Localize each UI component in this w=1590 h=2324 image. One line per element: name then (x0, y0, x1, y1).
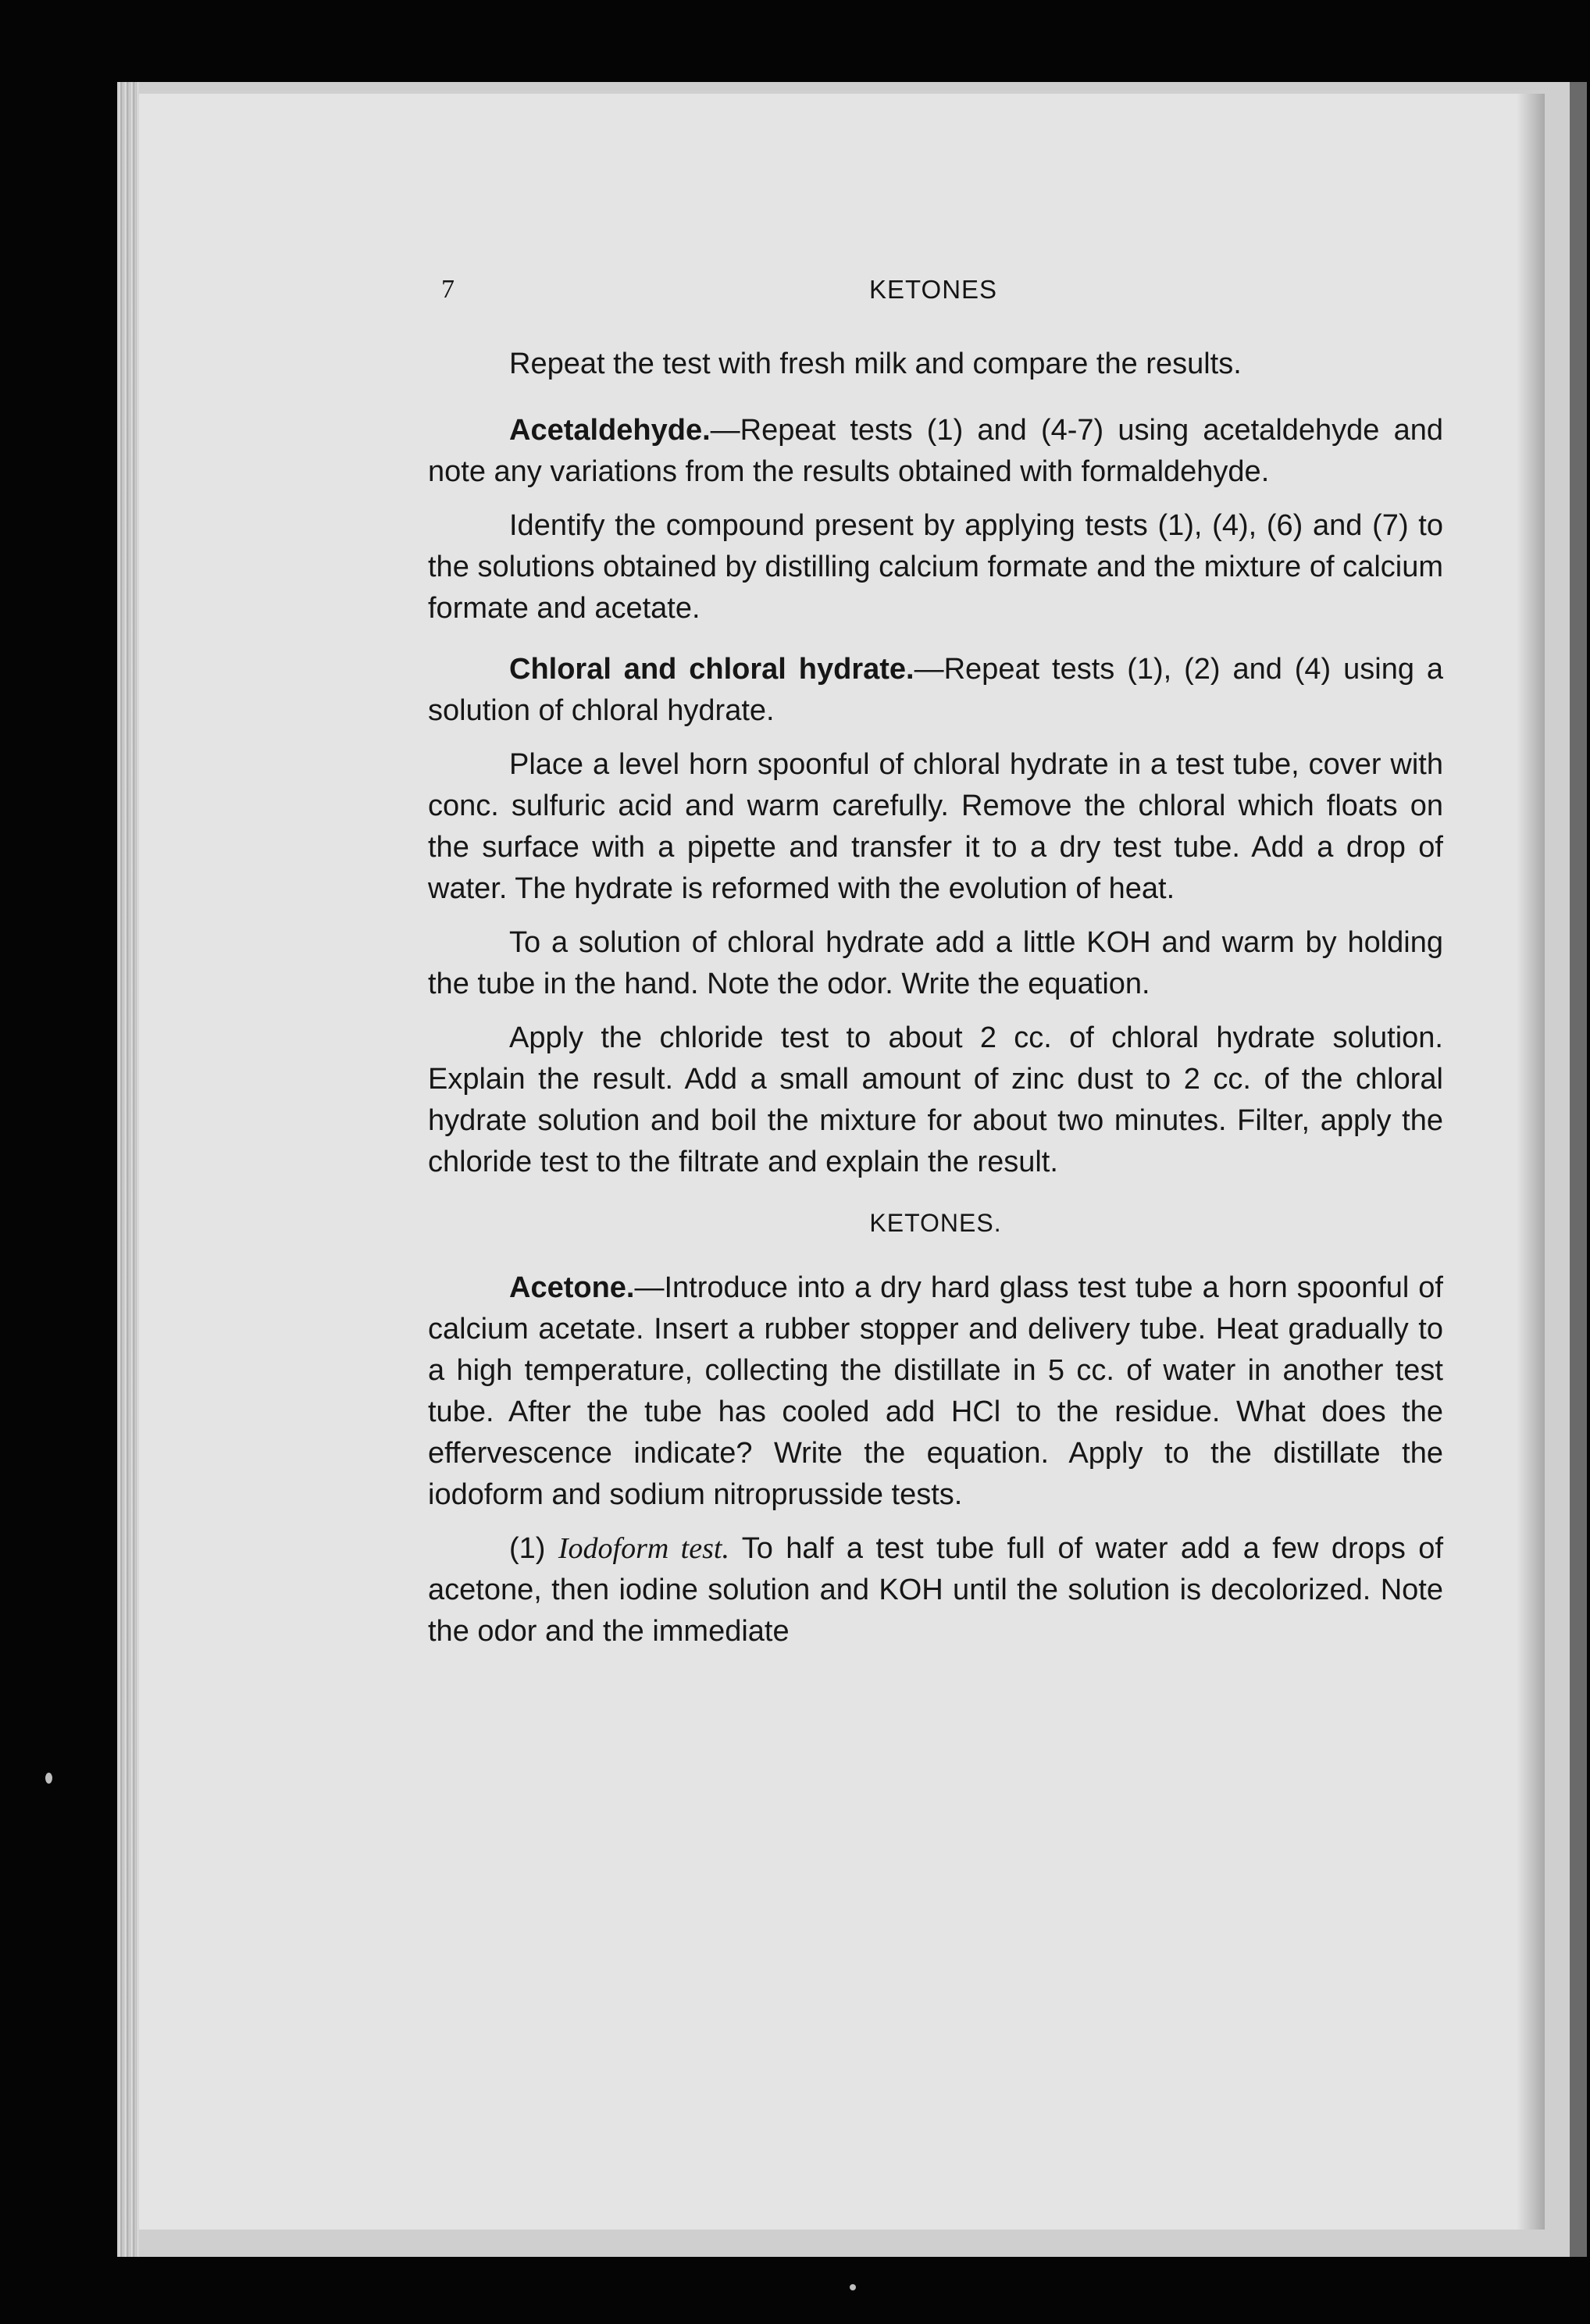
paragraph-run-in-heading: Acetaldehyde. (509, 414, 711, 447)
paragraph-text: Repeat the test with fresh milk and compare the results. (509, 348, 1242, 380)
running-head: KETONES (868, 275, 998, 304)
paragraph-text: Place a level horn spoonful of chloral hydrate in a test tube, cover with conc. sulfuric acid and warm carefully. Remove the chloral which floats on the surface with a pipette and transfer it to a dry test tube. Add a drop of water. The hydrate is reformed with the evolution of heat. (428, 748, 1443, 905)
paragraph-text: —Introduce into a dry hard glass test tube a horn spoonful of calcium acetate. Insert a rubber stopper and delivery tube. Heat gradually to a high temperature, collecting the distillate in 5 cc. of water in another test tube. After the tube has cooled add HCl to the residue. What does the effervescence indicate? Write the equation. Apply to the distillate the iodoform and sodium nitroprusside tests. (428, 1271, 1443, 1511)
paragraph-run-in-heading: Acetone. (509, 1271, 635, 1304)
paragraph-text: To half a test tube full of water add a few drops of acetone, then iodine solution and KOH until the solution is decolorized. Note the odor and the immediate (428, 1532, 1444, 1648)
paragraph-text: Apply the chloride test to about 2 cc. of chloral hydrate solution. Explain the result. Add a small amount of zinc dust to 2 cc. of the chloral hydrate solution and boil the mixture for about two minutes. Filter, apply the chloride test to the filtrate and explain the result. (428, 1021, 1443, 1178)
paragraph-horn-spoonful (428, 744, 1443, 910)
scan-speck (45, 1773, 52, 1784)
body-text (428, 344, 1443, 1672)
test-title: Iodoform test. (558, 1532, 729, 1565)
section-heading: KETONES. (869, 1209, 1002, 1237)
paragraph-chloride-test (428, 1018, 1443, 1183)
page-number: 7 (441, 275, 455, 304)
test-number: (1) (509, 1532, 546, 1565)
paragraph-iodoform-test (428, 1528, 1443, 1652)
paragraph-text: —Repeat tests (1) and (4-7) using acetaldehyde and note any variations from the results obtained with formaldehyde. (428, 414, 1443, 488)
page-gutter-shadow (1517, 94, 1545, 2230)
paragraph-koh (428, 922, 1443, 1005)
paragraph-fresh-milk (428, 344, 1443, 385)
paragraph-text: To a solution of chloral hydrate add a little KOH and warm by holding the tube in the hand. Note the odor. Write the equation. (428, 926, 1443, 1000)
paragraph-acetaldehyde (428, 410, 1443, 493)
paragraph-text: Identify the compound present by applying tests (1), (4), (6) and (7) to the solutions obtained by distilling calcium formate and the mixture of calcium formate and acetate. (428, 509, 1443, 625)
paragraph-run-in-heading: Chloral and chloral hydrate. (509, 653, 914, 686)
paragraph-text: —Repeat tests (1), (2) and (4) using a solution of chloral hydrate. (428, 653, 1443, 727)
paragraph-acetone (428, 1267, 1443, 1516)
paragraph-identify-compound (428, 505, 1443, 629)
page-edges (117, 82, 139, 2257)
page-header (441, 275, 1425, 314)
paragraph-chloral (428, 649, 1443, 732)
scan-speck (850, 2284, 856, 2290)
